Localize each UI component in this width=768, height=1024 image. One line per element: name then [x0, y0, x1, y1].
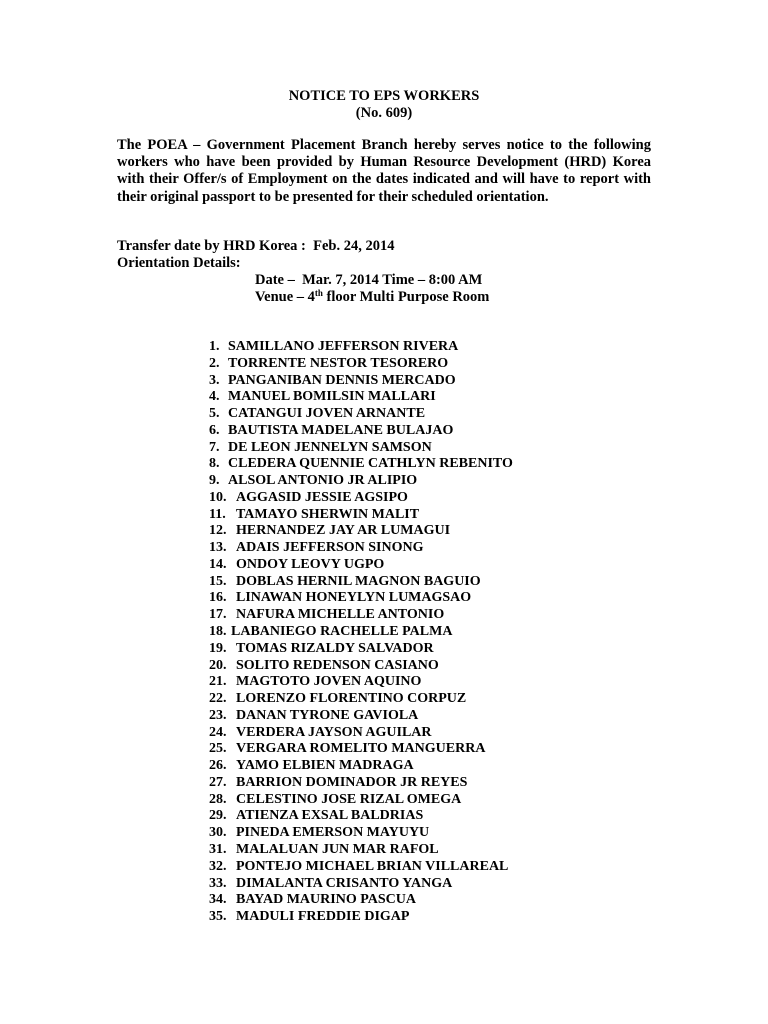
- list-item: [209, 892, 513, 909]
- worker-number: 16.: [209, 590, 227, 606]
- venue-prefix: Venue – 4: [255, 289, 315, 305]
- notice-number: (No. 609): [355, 105, 413, 121]
- worker-number: 1.: [209, 339, 220, 354]
- intro-paragraph: The POEA – Government Placement Branch hereby serves notice to the following workers who have been provided by Human Resource Development (HRD) Korea with their Offer/s of Employment on the dates indicated and will have to report with their original passport to be presented for their scheduled orientation.: [117, 137, 651, 205]
- worker-name: TORRENTE NESTOR TESORERO: [228, 355, 449, 371]
- list-item: [209, 339, 513, 356]
- list-item: [209, 725, 513, 742]
- worker-number: 34.: [209, 892, 227, 908]
- worker-name: PONTEJO MICHAEL BRIAN VILLAREAL: [236, 858, 509, 874]
- list-item: [209, 909, 513, 926]
- worker-number: 24.: [209, 724, 227, 740]
- worker-name: ALSOL ANTONIO JR ALIPIO: [228, 473, 418, 489]
- worker-name: ADAIS JEFFERSON SINONG: [236, 540, 424, 556]
- list-item: [209, 406, 513, 423]
- worker-name: TAMAYO SHERWIN MALIT: [236, 506, 420, 522]
- transfer-label: Transfer date by HRD Korea :: [117, 238, 306, 254]
- worker-number: 18.: [209, 624, 227, 640]
- list-item: [209, 775, 513, 792]
- list-item: [209, 876, 513, 893]
- worker-number: 7.: [209, 439, 220, 455]
- venue-superscript: th: [314, 288, 323, 298]
- worker-number: 19.: [209, 640, 227, 656]
- worker-name: CELESTINO JOSE RIZAL OMEGA: [236, 791, 462, 807]
- worker-number: 17.: [209, 607, 227, 623]
- list-item: [209, 356, 513, 373]
- list-item: [209, 373, 513, 390]
- worker-name: CATANGUI JOVEN ARNANTE: [228, 406, 426, 422]
- worker-name: MAGTOTO JOVEN AQUINO: [236, 674, 422, 690]
- list-item: [209, 624, 513, 641]
- worker-number: 21.: [209, 674, 227, 690]
- list-item: [209, 792, 513, 809]
- worker-number: 11.: [209, 506, 226, 522]
- worker-name: VERDERA JAYSON AGUILAR: [236, 724, 432, 740]
- worker-name: MALALUAN JUN MAR RAFOL: [236, 841, 439, 857]
- worker-name: BAYAD MAURINO PASCUA: [236, 892, 416, 908]
- list-item: [209, 423, 513, 440]
- list-item: [209, 473, 513, 490]
- worker-name: HERNANDEZ JAY AR LUMAGUI: [236, 523, 451, 539]
- orientation-venue: [255, 289, 489, 306]
- transfer-date-line: [117, 238, 395, 255]
- orientation-date: Date – Mar. 7, 2014 Time – 8:00 AM: [255, 272, 483, 288]
- list-item: [209, 758, 513, 775]
- list-item: [209, 641, 513, 658]
- worker-name: DE LEON JENNELYN SAMSON: [228, 439, 432, 455]
- venue-suffix: floor Multi Purpose Room: [322, 289, 490, 305]
- worker-number: 8.: [209, 456, 220, 472]
- worker-name: MADULI FREDDIE DIGAP: [236, 909, 410, 925]
- worker-number: 33.: [209, 875, 227, 891]
- worker-number: 23.: [209, 707, 227, 723]
- worker-number: 30.: [209, 825, 227, 841]
- worker-number: 27.: [209, 774, 227, 790]
- worker-number: 15.: [209, 573, 227, 589]
- worker-name: ONDOY LEOVY UGPO: [236, 556, 385, 572]
- list-item: [209, 741, 513, 758]
- worker-name: PINEDA EMERSON MAYUYU: [236, 825, 430, 841]
- worker-name: SAMILLANO JEFFERSON RIVERA: [228, 339, 459, 354]
- orientation-label: Orientation Details:: [117, 255, 241, 271]
- worker-number: 6.: [209, 422, 220, 438]
- worker-number: 4.: [209, 389, 220, 405]
- list-item: [209, 825, 513, 842]
- list-item: [209, 590, 513, 607]
- worker-name: LINAWAN HONEYLYN LUMAGSAO: [236, 590, 472, 606]
- worker-name: BAUTISTA MADELANE BULAJAO: [228, 422, 454, 438]
- list-item: [209, 658, 513, 675]
- list-item: [209, 490, 513, 507]
- worker-name: LABANIEGO RACHELLE PALMA: [231, 624, 453, 640]
- worker-number: 25.: [209, 741, 227, 757]
- workers-list: [209, 339, 513, 926]
- worker-number: 3.: [209, 372, 220, 388]
- list-item: [209, 691, 513, 708]
- worker-name: SOLITO REDENSON CASIANO: [236, 657, 439, 673]
- worker-name: CLEDERA QUENNIE CATHLYN REBENITO: [228, 456, 513, 472]
- list-item: [209, 507, 513, 524]
- list-item: [209, 859, 513, 876]
- worker-number: 2.: [209, 355, 220, 371]
- worker-name: LORENZO FLORENTINO CORPUZ: [236, 691, 467, 707]
- worker-name: AGGASID JESSIE AGSIPO: [236, 489, 408, 505]
- worker-name: DIMALANTA CRISANTO YANGA: [236, 875, 453, 891]
- worker-number: 31.: [209, 841, 227, 857]
- worker-number: 5.: [209, 406, 220, 422]
- notice-title: NOTICE TO EPS WORKERS: [288, 88, 480, 104]
- list-item: [209, 523, 513, 540]
- worker-number: 14.: [209, 556, 227, 572]
- list-item: [209, 540, 513, 557]
- worker-number: 9.: [209, 473, 220, 489]
- list-item: [209, 389, 513, 406]
- worker-name: DANAN TYRONE GAVIOLA: [236, 707, 419, 723]
- worker-number: 22.: [209, 691, 227, 707]
- worker-name: PANGANIBAN DENNIS MERCADO: [228, 372, 456, 388]
- worker-name: YAMO ELBIEN MADRAGA: [236, 758, 414, 774]
- list-item: [209, 842, 513, 859]
- worker-number: 12.: [209, 523, 227, 539]
- worker-number: 10.: [209, 489, 227, 505]
- worker-number: 26.: [209, 758, 227, 774]
- worker-name: TOMAS RIZALDY SALVADOR: [236, 640, 434, 656]
- worker-name: DOBLAS HERNIL MAGNON BAGUIO: [236, 573, 481, 589]
- transfer-date: Feb. 24, 2014: [313, 238, 395, 254]
- worker-name: VERGARA ROMELITO MANGUERRA: [236, 741, 486, 757]
- list-item: [209, 674, 513, 691]
- worker-number: 35.: [209, 909, 227, 925]
- worker-name: NAFURA MICHELLE ANTONIO: [236, 607, 445, 623]
- worker-name: ATIENZA EXSAL BALDRIAS: [236, 808, 424, 824]
- list-item: [209, 557, 513, 574]
- worker-number: 28.: [209, 791, 227, 807]
- list-item: [209, 440, 513, 457]
- worker-number: 29.: [209, 808, 227, 824]
- worker-number: 13.: [209, 540, 227, 556]
- list-item: [209, 708, 513, 725]
- worker-name: MANUEL BOMILSIN MALLARI: [228, 389, 436, 405]
- worker-name: BARRION DOMINADOR JR REYES: [236, 774, 468, 790]
- list-item: [209, 607, 513, 624]
- list-item: [209, 808, 513, 825]
- list-item: [209, 456, 513, 473]
- list-item: [209, 574, 513, 591]
- worker-number: 20.: [209, 657, 227, 673]
- worker-number: 32.: [209, 858, 227, 874]
